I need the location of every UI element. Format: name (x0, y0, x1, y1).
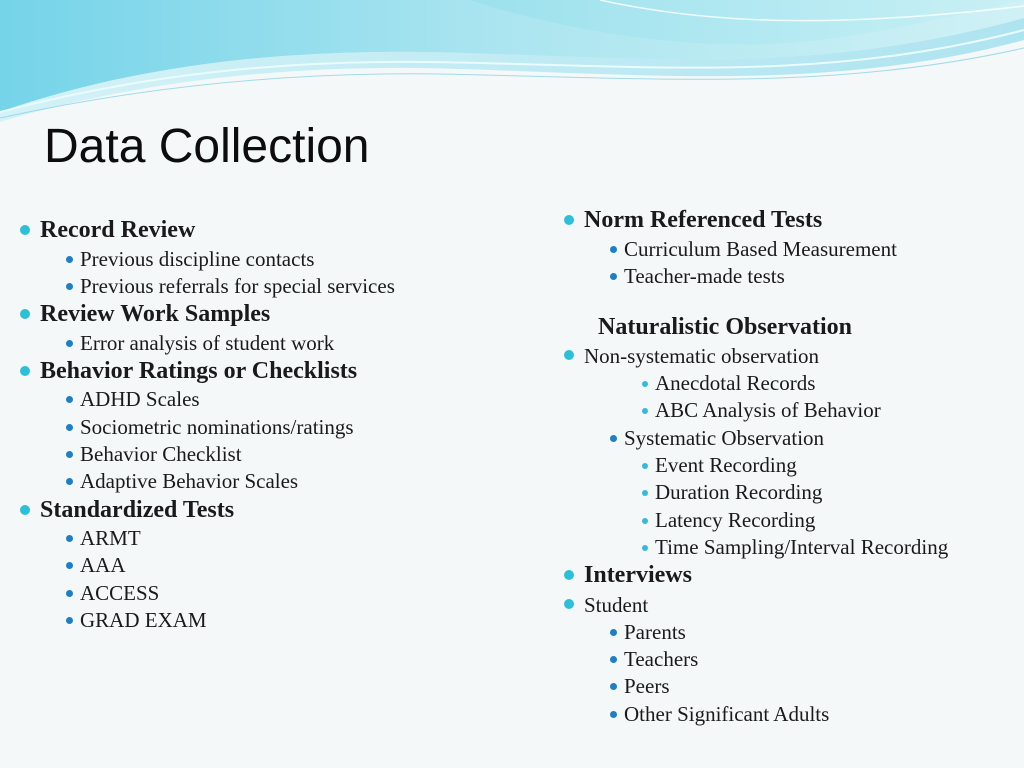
item-text: Anecdotal Records (655, 371, 816, 396)
item-text: Behavior Checklist (80, 441, 242, 466)
item-text: AAA (80, 553, 126, 578)
item-text: Latency Recording (655, 507, 816, 532)
item-text: ADHD Scales (80, 387, 200, 412)
item-text: Review Work Samples (40, 301, 271, 328)
item-text: Previous referrals for special services (80, 273, 395, 298)
item-text: Sociometric nominations/ratings (80, 414, 354, 439)
list-item-standardized-tests (12, 496, 395, 526)
bullet-icon (20, 505, 30, 515)
bullet-icon (610, 246, 617, 253)
item-text: Naturalistic Observation (598, 314, 852, 341)
item-text: Curriculum Based Measurement (624, 236, 897, 261)
bullet-icon (610, 629, 617, 636)
item-text: GRAD EXAM (80, 607, 207, 632)
bullet-icon (610, 273, 617, 280)
list-item-record-review (12, 216, 395, 246)
list-item-sociometric-nominations-ratings (12, 414, 395, 441)
bullet-icon (564, 599, 574, 609)
slide-title: Data Collection (44, 120, 370, 173)
bullet-icon (66, 535, 73, 542)
bullet-icon (20, 366, 30, 376)
item-text: Interviews (584, 562, 692, 589)
list-item-duration-recording (556, 479, 948, 506)
bullet-icon (66, 424, 73, 431)
item-text: Student (584, 592, 649, 617)
section-heading-naturalistic-observation (556, 312, 948, 342)
list-item-student (556, 591, 948, 619)
item-text: Non-systematic observation (584, 344, 820, 369)
list-item-access (12, 580, 395, 607)
list-item-event-recording (556, 452, 948, 479)
bullet-icon (66, 590, 73, 597)
list-item-teacher-made-tests (556, 263, 948, 290)
list-item-adaptive-behavior-scales (12, 468, 395, 495)
item-text: Error analysis of student work (80, 330, 335, 355)
item-text: Adaptive Behavior Scales (80, 469, 299, 494)
bullet-icon (642, 381, 648, 387)
item-text: ABC Analysis of Behavior (655, 398, 881, 423)
list-item-behavior-ratings-or-checklists (12, 357, 395, 387)
item-text: Peers (624, 674, 670, 699)
list-item-teachers (556, 646, 948, 673)
bullet-icon (66, 283, 73, 290)
bullet-icon (66, 617, 73, 624)
bullet-icon (66, 396, 73, 403)
bullet-icon (642, 545, 648, 551)
bullet-icon (564, 350, 574, 360)
list-item-aaa (12, 552, 395, 579)
list-item-systematic-observation (556, 425, 948, 452)
bullet-icon (20, 309, 30, 319)
header-wave-banner (0, 0, 1024, 130)
list-item-armt (12, 525, 395, 552)
list-item-previous-discipline-contacts (12, 246, 395, 273)
list-item-parents (556, 619, 948, 646)
item-text: Event Recording (655, 452, 797, 477)
list-item-abc-analysis-of-behavior (556, 397, 948, 424)
left-bullet-list (12, 216, 395, 634)
bullet-icon (642, 463, 648, 469)
item-text: Teachers (624, 646, 699, 671)
item-text: ARMT (80, 526, 141, 551)
item-text: Record Review (40, 217, 196, 243)
bullet-icon (642, 408, 648, 414)
list-item-interviews (556, 561, 948, 591)
list-item-behavior-checklist (12, 441, 395, 468)
bullet-icon (610, 683, 617, 690)
list-item-error-analysis-of-student-work (12, 330, 395, 357)
item-text: Other Significant Adults (624, 701, 830, 726)
item-text: Parents (624, 619, 686, 644)
item-text: Teacher-made tests (624, 263, 785, 288)
list-item-adhd-scales (12, 386, 395, 413)
list-item-review-work-samples (12, 300, 395, 330)
list-item-anecdotal-records (556, 370, 948, 397)
bullet-icon (564, 570, 574, 580)
item-text: Time Sampling/Interval Recording (655, 534, 949, 559)
item-text: Previous discipline contacts (80, 246, 315, 271)
list-item-peers (556, 673, 948, 700)
bullet-icon (610, 656, 617, 663)
list-item-curriculum-based-measurement (556, 236, 948, 263)
item-text: ACCESS (80, 580, 160, 605)
item-text: Standardized Tests (40, 496, 235, 523)
bullet-icon (610, 711, 617, 718)
list-item-other-significant-adults (556, 701, 948, 728)
list-item-norm-referenced-tests (556, 206, 948, 236)
bullet-icon (66, 256, 73, 263)
bullet-icon (642, 490, 648, 496)
bullet-icon (20, 225, 30, 235)
bullet-icon (66, 451, 73, 458)
item-text: Duration Recording (655, 480, 823, 505)
right-bullet-list (556, 206, 948, 728)
bullet-icon (66, 562, 73, 569)
bullet-icon (66, 478, 73, 485)
list-item-grad-exam (12, 607, 395, 634)
item-text: Behavior Ratings or Checklists (40, 357, 358, 384)
bullet-icon (610, 435, 617, 442)
list-item-previous-referrals-for-special-services (12, 273, 395, 300)
bullet-icon (66, 340, 73, 347)
list-item-time-sampling-interval-recording (556, 534, 948, 561)
bullet-icon (642, 518, 648, 524)
item-text: Norm Referenced Tests (584, 207, 823, 233)
list-item-latency-recording (556, 507, 948, 534)
item-text: Systematic Observation (624, 425, 825, 450)
bullet-icon (564, 215, 574, 225)
list-item-non-systematic-observation (556, 342, 948, 370)
